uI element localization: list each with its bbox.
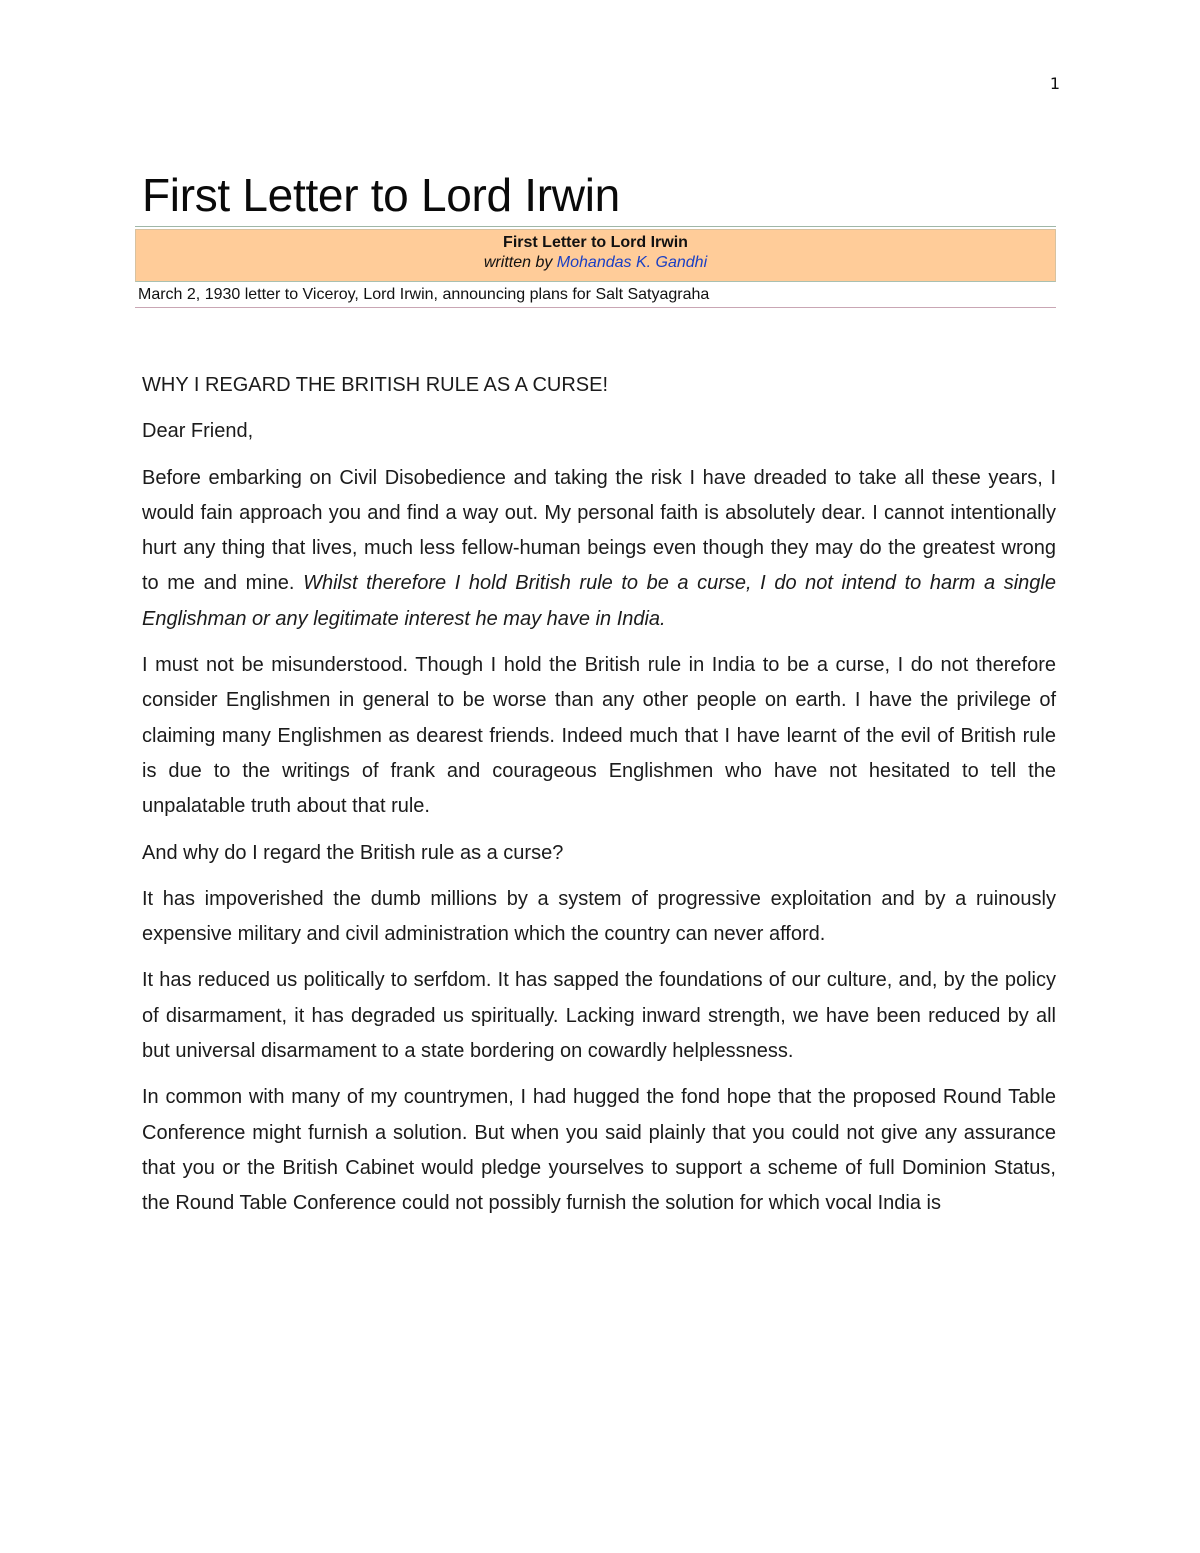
paragraph-3: And why do I regard the British rule as a curse?	[142, 841, 564, 864]
byline-prefix: written by	[483, 254, 553, 271]
paragraph-2: I must not be misunderstood. Though I hold the British rule in India to be a curse, I do not therefore consider Englishmen in general to be worse than any other people on earth. I have the privilege of claiming many Englishmen as dearest friends. Indeed much that I have learnt of the evil of British rule is due to the writings of frank and courageous Englishmen who have not hesitated to tell the unpalatable truth about that rule.	[142, 654, 1056, 818]
document-title: First Letter to Lord Irwin	[142, 169, 620, 221]
infobox-notes: March 2, 1930 letter to Viceroy, Lord Irwin, announcing plans for Salt Satyagraha	[135, 282, 1056, 308]
paragraph-1-italic: Whilst therefore I hold British rule to be a curse, I do not intend to harm a single Englishman or any legitimate interest he may have in India.	[142, 572, 1056, 630]
paragraph-6: In common with many of my countrymen, I had hugged the fond hope that the proposed Round Table Conference might furnish a solution. But when you said plainly that you could not give any assurance that you or the British Cabinet would pledge yourselves to support a scheme of full Dominion Status, the Round Table Conference could not possibly furnish the solution for which vocal India is	[142, 1086, 1056, 1215]
infobox-byline	[136, 253, 1055, 273]
letter-heading: WHY I REGARD THE BRITISH RULE AS A CURSE!	[142, 374, 609, 396]
infobox-header	[135, 229, 1056, 282]
paragraph-5: It has reduced us politically to serfdom. It has sapped the foundations of our culture, and, by the policy of disarmament, it has degraded us spiritually. Lacking inward strength, we have been reduced by all but universal disarmament to a state bordering on cowardly helplessness.	[142, 969, 1056, 1063]
paragraph-4: It has impoverished the dumb millions by a system of progressive exploitation and by a ruinously expensive military and civil administration which the country can never afford.	[142, 887, 1056, 946]
paragraph-1	[142, 461, 1056, 637]
page-number: 1	[1049, 74, 1060, 93]
header-infobox	[135, 226, 1056, 308]
infobox-title: First Letter to Lord Irwin	[503, 234, 688, 251]
letter-body	[142, 368, 1056, 1233]
paragraph-1-text: Before embarking on Civil Disobedience and taking the risk I have dreaded to take all these years, I would fain approach you and find a way out. My personal faith is absolutely dear. I cannot intentionally hurt any thing that lives, much less fellow-human beings even though they may do the greatest wrong to me and mine.	[142, 466, 1056, 595]
author-link[interactable]: Mohandas K. Gandhi	[556, 254, 708, 271]
letter-salutation: Dear Friend,	[142, 420, 254, 443]
